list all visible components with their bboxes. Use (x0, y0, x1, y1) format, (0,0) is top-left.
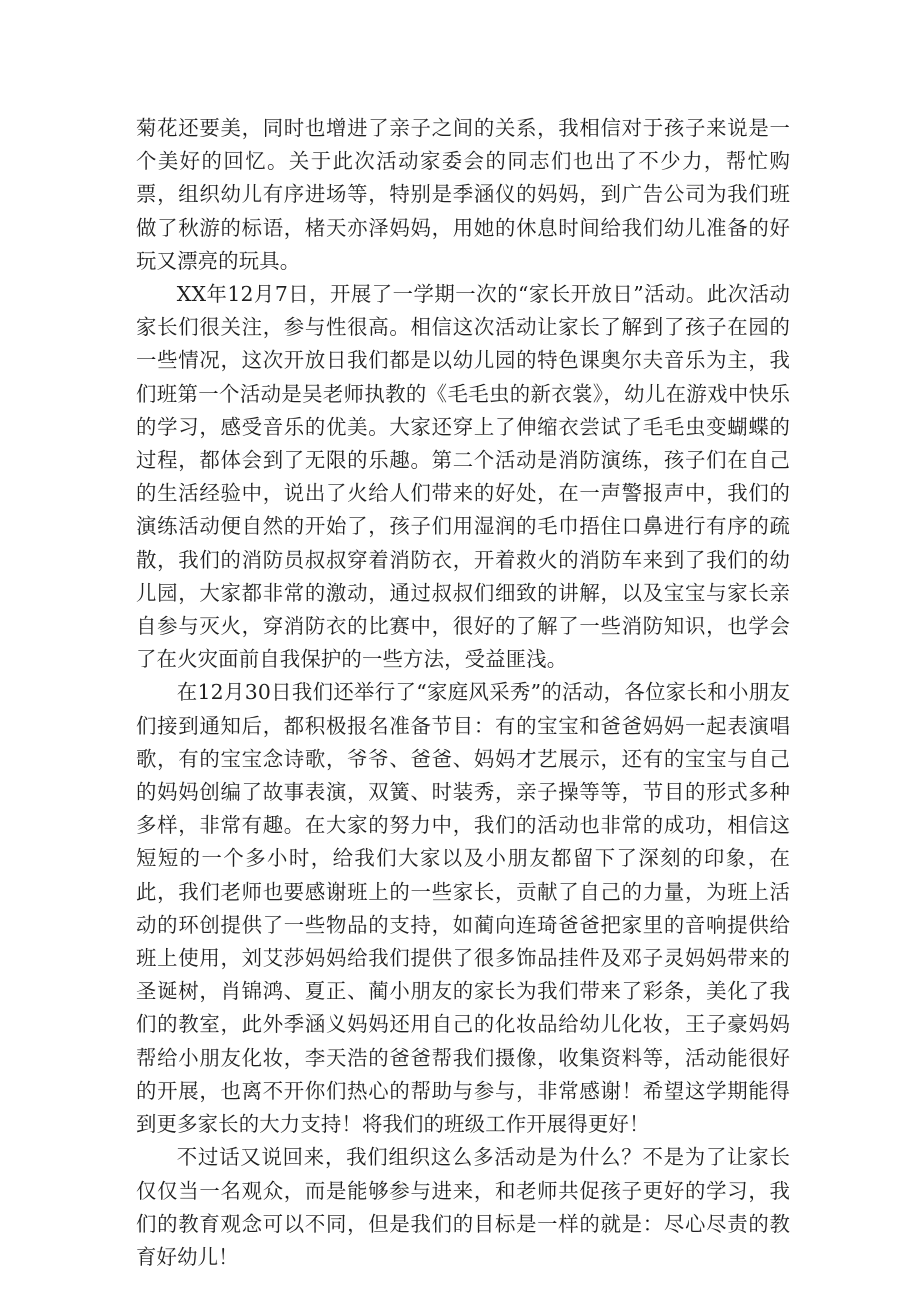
paragraph-family-show: 在12月30日我们还举行了“家庭风采秀”的活动，各位家长和小朋友们接到通知后，都积极报名准备节目：有的宝宝和爸爸妈妈一起表演唱歌，有的宝宝念诗歌，爷爷、爸爸、妈妈才艺展示，还有的宝宝与自己的妈妈创编了故事表演，双簧、时装秀，亲子操等等，节目的形式多种多样，非常有趣。在大家的努力中，我们的活动也非常的成功，相信这短短的一个多小时，给我们大家以及小朋友都留下了深刻的印象，在此，我们老师也要感谢班上的一些家长，贡献了自己的力量，为班上活动的环创提供了一些物品的支持，如蔺向连琦爸爸把家里的音响提供给班上使用，刘艾莎妈妈给我们提供了很多饰品挂件及邓子灵妈妈带来的圣诞树，肖锦鸿、夏正、蔺小朋友的家长为我们带来了彩条，美化了我们的教室，此外季涵义妈妈还用自己的化妆品给幼儿化妆，王子豪妈妈帮给小朋友化妆，李天浩的爸爸帮我们摄像，收集资料等，活动能很好的开展，也离不开你们热心的帮助与参与，非常感谢！希望这学期能得到更多家长的大力支持！将我们的班级工作开展得更好！ (136, 680, 790, 1137)
paragraph-continued: 菊花还要美，同时也增进了亲子之间的关系，我相信对于孩子来说是一个美好的回忆。关于此次活动家委会的同志们也出了不少力，帮忙购票，组织幼儿有序进场等，特别是季涵仪的妈妈，到广告公司为我们班做了秋游的标语，楮天亦泽妈妈，用她的休息时间给我们幼儿准备的好玩又漂亮的玩具。 (136, 116, 790, 273)
paragraph-open-day: XX年12月7日，开展了一学期一次的“家长开放日”活动。此次活动家长们很关注，参与性很高。相信这次活动让家长了解到了孩子在园的一些情况，这次开放日我们都是以幼儿园的特色课奥尔夫音乐为主，我们班第一个活动是吴老师执教的《毛毛虫的新衣裳》，幼儿在游戏中快乐的学习，感受音乐的优美。大家还穿上了伸缩衣尝试了毛毛虫变蝴蝶的过程，都体会到了无限的乐趣。第二个活动是消防演练，孩子们在自己的生活经验中，说出了火给人们带来的好处，在一声警报声中，我们的演练活动便自然的开始了，孩子们用湿润的毛巾捂住口鼻进行有序的疏散，我们的消防员叔叔穿着消防衣，开着救火的消防车来到了我们的幼儿园，大家都非常的激动，通过叔叔们细致的讲解，以及宝宝与家长亲自参与灭火，穿消防衣的比赛中，很好的了解了一些消防知识，也学会了在火灾面前自我保护的一些方法，受益匪浅。 (136, 282, 790, 672)
paragraph-conclusion: 不过话又说回来，我们组织这么多活动是为什么？不是为了让家长仅仅当一名观众，而是能够参与进来，和老师共促孩子更好的学习，我们的教育观念可以不同，但是我们的目标是一样的就是：尽心尽责的教育好幼儿！ (136, 1145, 790, 1269)
document-body (136, 112, 790, 1274)
